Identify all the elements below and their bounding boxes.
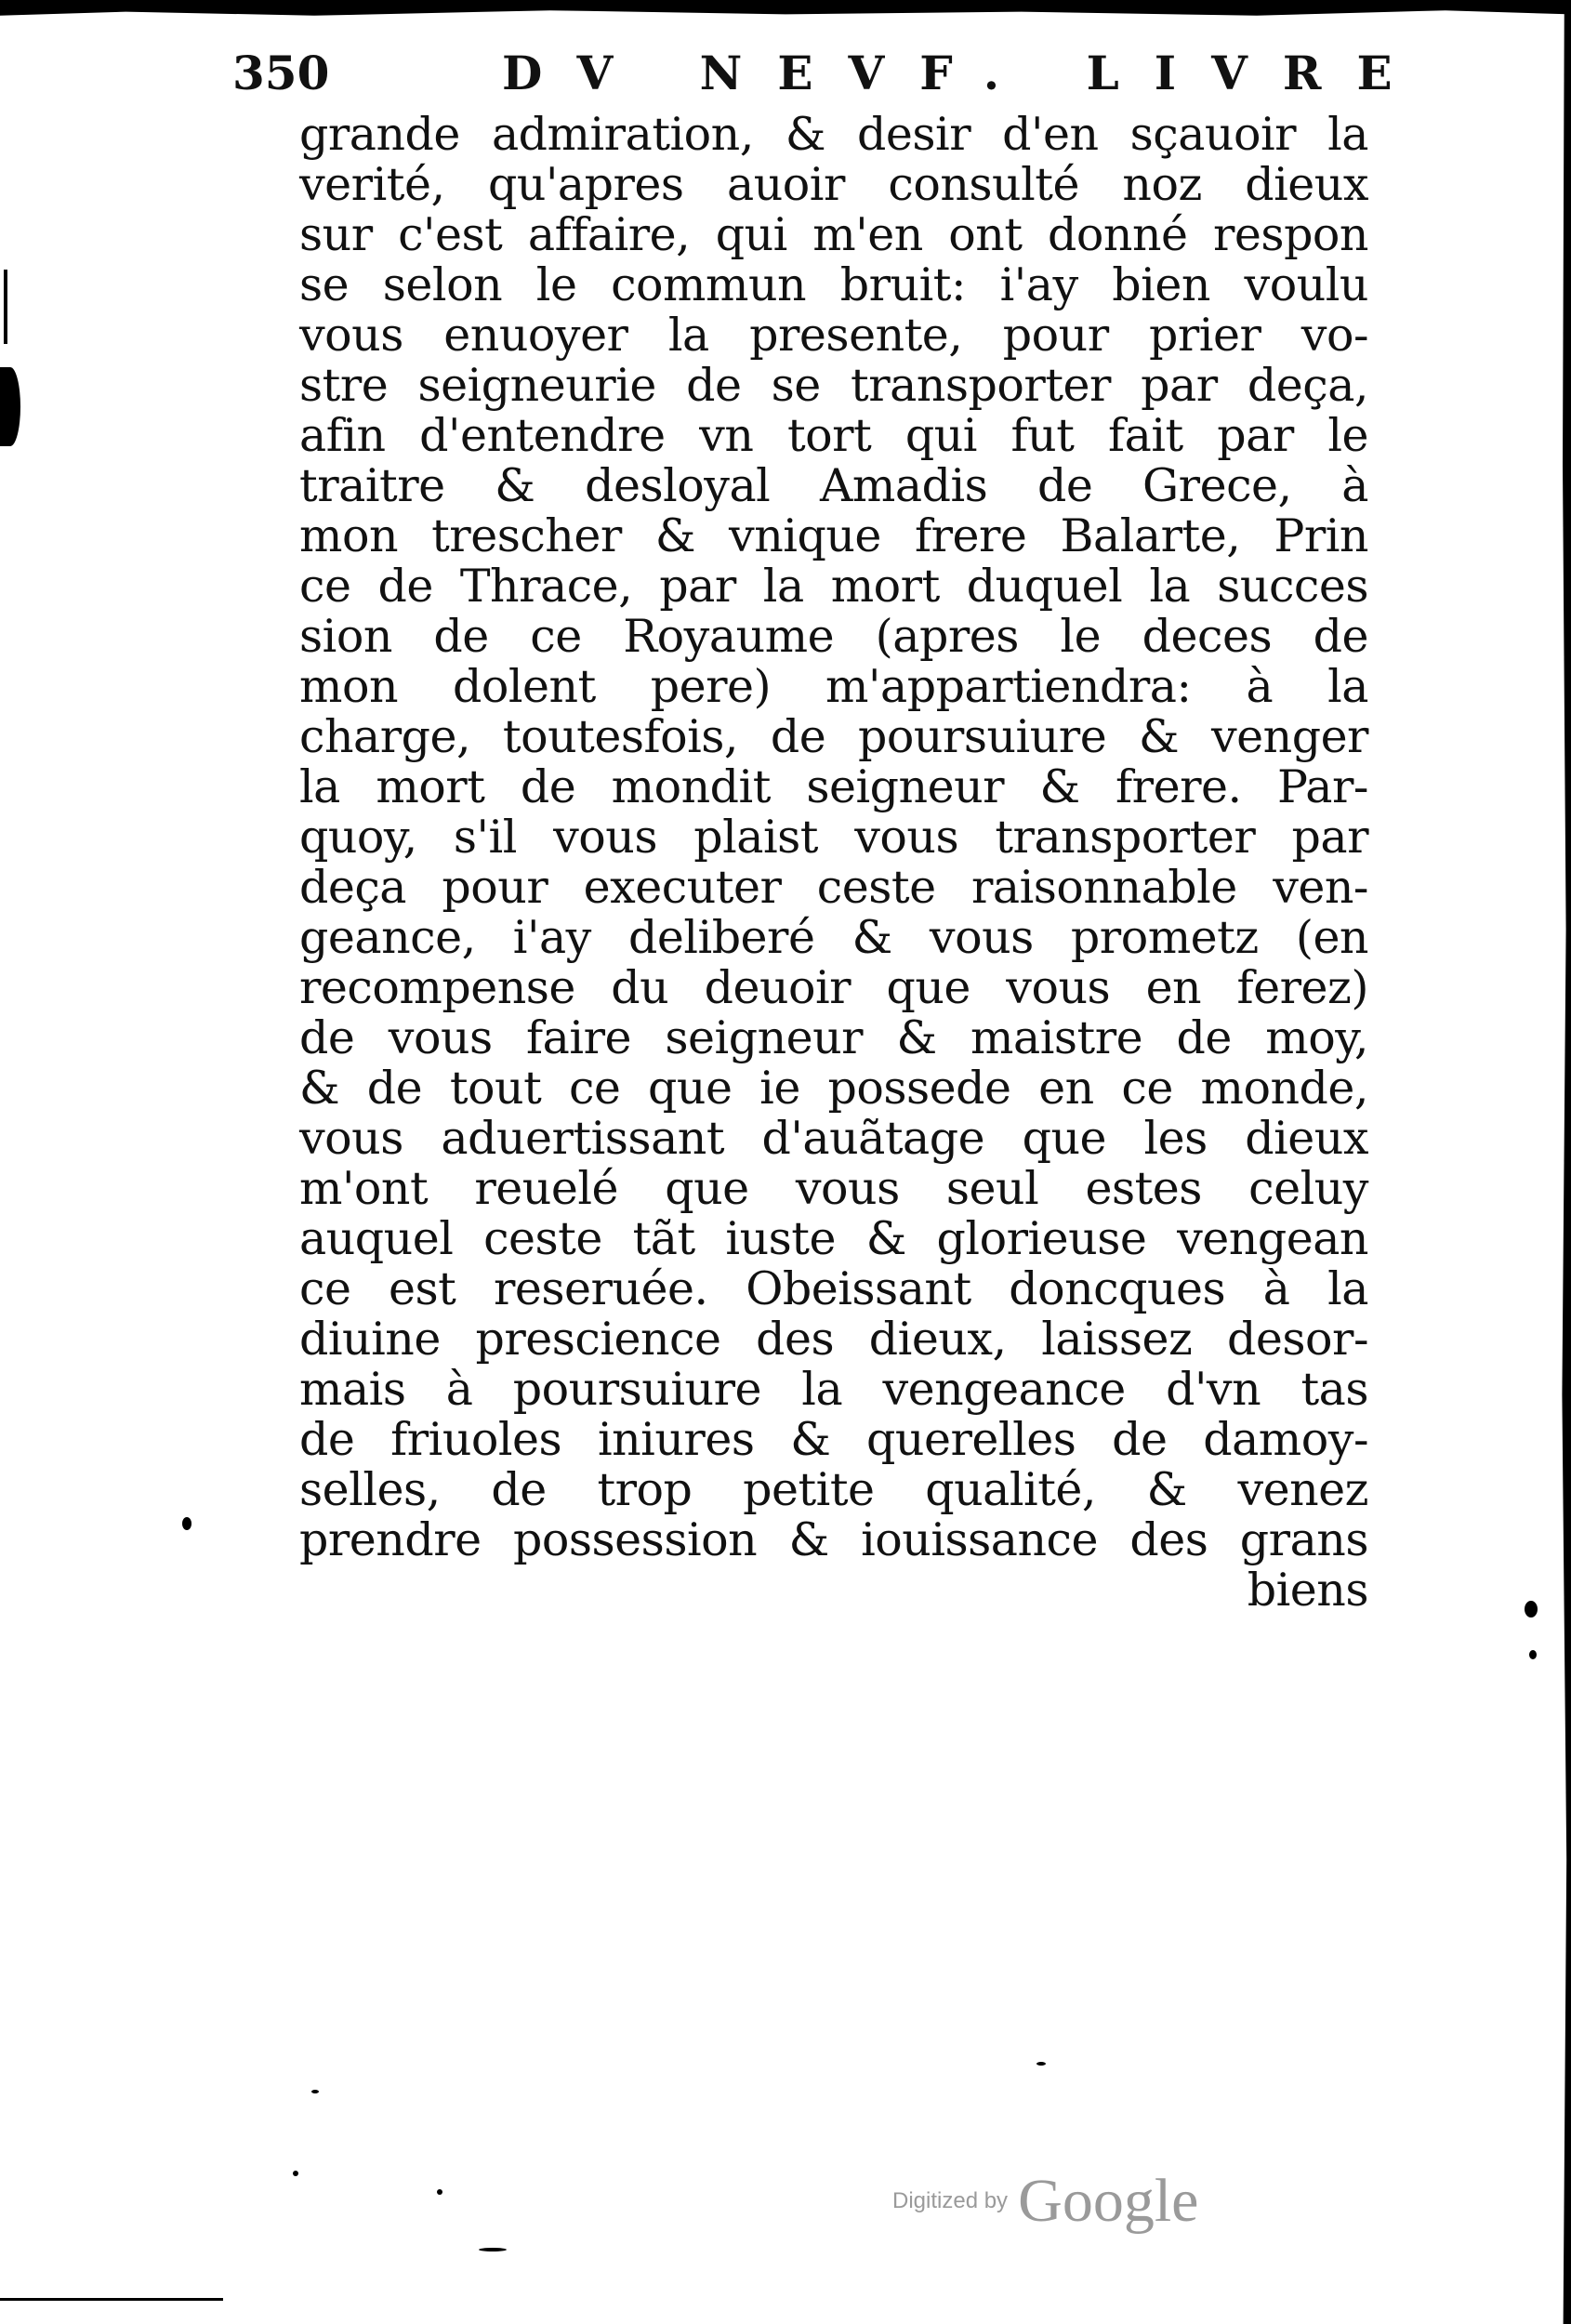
text-line: mon trescher & vnique frere Balarte, Prin (299, 509, 1368, 562)
scan-edge-left-blob (0, 367, 20, 446)
text-line: recompense du deuoir que vous en ferez) (299, 961, 1368, 1014)
text-line: geance, i'ay deliberé & vous prometz (en (299, 911, 1368, 964)
text-line: auquel ceste tãt iuste & glorieuse vengean (299, 1212, 1368, 1265)
text-line: de vous faire seigneur & maistre de moy, (299, 1011, 1368, 1064)
ink-speck (182, 1517, 191, 1530)
catchword: biens (1247, 1564, 1368, 1617)
text-line: de friuoles iniures & querelles de damoy- (299, 1413, 1368, 1466)
text-line: ce est reseruée. Obeissant doncques à la (299, 1262, 1368, 1315)
ink-speck (1525, 1601, 1538, 1618)
text-line: grande admiration, & desir d'en sçauoir la (299, 108, 1368, 161)
text-line: afin d'entendre vn tort qui fut fait par le (299, 409, 1368, 462)
body-text (299, 110, 1368, 1616)
text-line: selles, de trop petite qualité, & venez (299, 1463, 1368, 1516)
text-line: la mort de mondit seigneur & frere. Par- (299, 760, 1368, 813)
text-line: charge, toutesfois, de poursuiure & venger (299, 710, 1368, 763)
watermark-prefix: Digitized by (892, 2188, 1009, 2213)
scan-edge-bottom-line (0, 2298, 223, 2301)
text-line: ce de Thrace, par la mort duquel la succes (299, 560, 1368, 613)
digitized-watermark (892, 2166, 1198, 2237)
text-line: mais à poursuiure la vengeance d'vn tas (299, 1363, 1368, 1416)
ink-speck (1036, 2062, 1046, 2066)
text-line: vous aduertissant d'auãtage que les dieux (299, 1112, 1368, 1165)
text-line: mon dolent pere) m'appartiendra: à la (299, 660, 1368, 713)
text-line: quoy, s'il vous plaist vous transporter par (299, 811, 1368, 864)
text-line: vous enuoyer la presente, pour prier vo- (299, 309, 1368, 362)
text-line: diuine prescience des dieux, laissez desor- (299, 1313, 1368, 1366)
text-line: se selon le commun bruit: i'ay bien voulu (299, 258, 1368, 311)
scan-edge-top (0, 0, 1571, 26)
scan-edge-left-mark (4, 270, 7, 344)
text-line: stre seigneurie de se transporter par deça, (299, 359, 1368, 412)
ink-speck (479, 2248, 507, 2251)
ink-speck (293, 2171, 298, 2176)
text-line: & de tout ce que ie possede en ce monde, (299, 1062, 1368, 1115)
text-line: prendre possession & iouissance des grans (299, 1513, 1368, 1566)
text-line: deça pour executer ceste raisonnable ven- (299, 861, 1368, 914)
text-line: verité, qu'apres auoir consulté noz dieux (299, 158, 1368, 211)
running-head (232, 35, 1428, 112)
page-number: 350 (232, 46, 330, 100)
text-line: sion de ce Royaume (apres le deces de (299, 610, 1368, 663)
google-logo: Google (1018, 2167, 1199, 2235)
ink-speck (437, 2189, 442, 2195)
text-line: sur c'est affaire, qui m'en ont donné respon (299, 208, 1368, 261)
text-line: m'ont reuelé que vous seul estes celuy (299, 1162, 1368, 1215)
ink-speck (1529, 1650, 1537, 1659)
text-line: traitre & desloyal Amadis de Grece, à (299, 459, 1368, 512)
running-title: DV NEVF. LIVRE (502, 46, 1428, 100)
ink-speck (311, 2090, 319, 2093)
scan-edge-right (1560, 0, 1571, 2324)
